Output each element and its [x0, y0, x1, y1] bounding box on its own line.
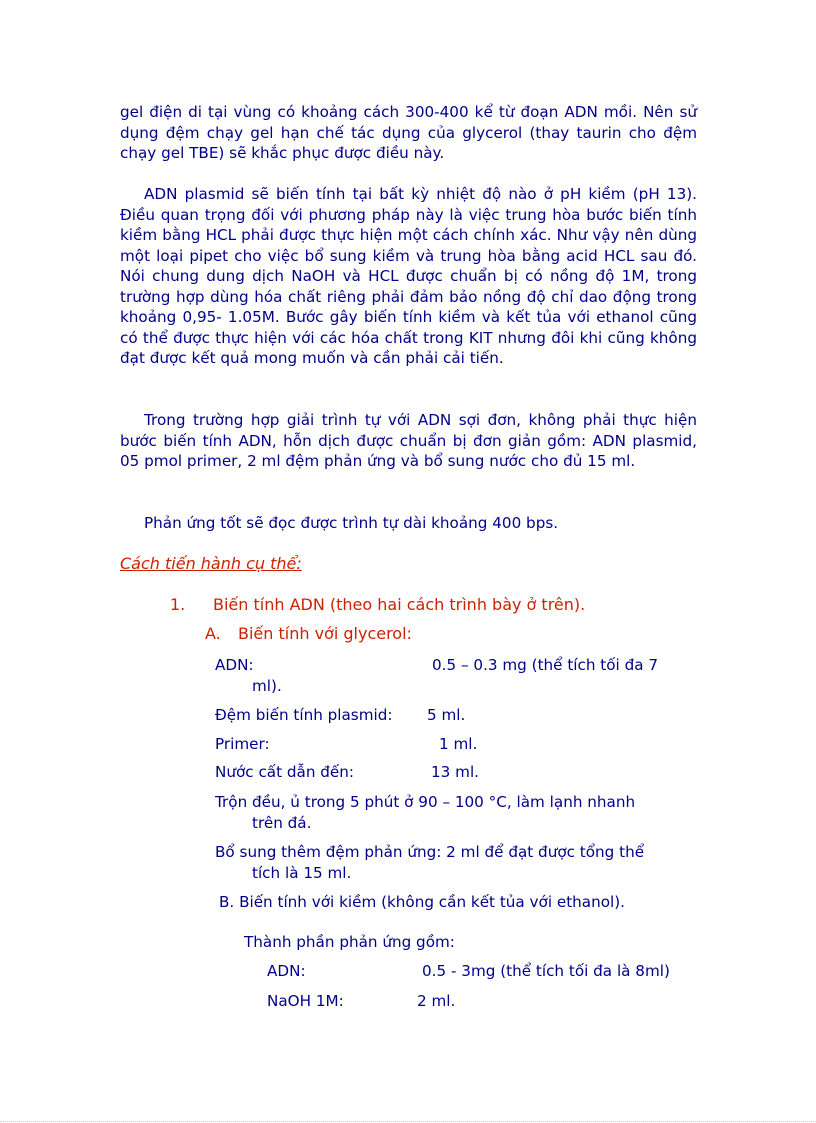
subB-adn-value: 0.5 - 3mg (thể tích tối đa là 8ml) — [422, 962, 670, 980]
subA-mix-line2: trên đá. — [252, 814, 312, 832]
subB-title: B. Biến tính với kiềm (không cần kết tủa với ethanol). — [219, 893, 625, 911]
subA-adn-value: 0.5 – 0.3 mg (thể tích tối đa 7 — [432, 656, 659, 674]
paragraph-single-strand: Trong trường hợp giải trình tự với ADN sợi đơn, không phải thực hiện bước biến tính ADN, hỗn dịch được chuẩn bị đơn giản gồm: ADN plasmid, 05 pmol primer, 2 ml đệm phản ứng và bổ sung nước cho đủ 15 ml. — [120, 411, 697, 470]
subA-add-line2: tích là 15 ml. — [252, 864, 352, 882]
section-heading: Cách tiến hành cụ thể: — [120, 554, 302, 573]
subA-buffer-value: 5 ml. — [427, 706, 466, 724]
subA-adn-label: ADN: — [215, 656, 254, 674]
paragraph-plasmid-denaturation: ADN plasmid sẽ biến tính tại bất kỳ nhiệt độ nào ở pH kiềm (pH 13). Điều quan trọng đối với phương pháp này là việc trung hòa bước biến tính kiềm bằng HCL phải được thực hiện một cách chính xác. Như vậy nên dùng một loại pipet cho việc bổ sung kiềm và trung hòa bằng acid HCL sau đó. Nói chung dung dịch NaOH và HCL được chuẩn bị có nồng độ 1M, trong trường hợp dùng hóa chất riêng phải đảm bảo nồng độ chỉ dao động trong khoảng 0,95- 1.05M. Bước gây biến tính kiềm và kết tủa với ethanol cũng có thể được thực hiện với các hóa chất trong KIT nhưng đôi khi cũng không đạt được kết quả mong muốn và cần phải cải tiến. — [120, 185, 697, 367]
page-bottom-divider — [0, 1121, 816, 1122]
subB-naoh-value: 2 ml. — [417, 992, 456, 1010]
subA-letter: A. — [205, 624, 221, 643]
subA-title: Biến tính với glycerol: — [238, 624, 412, 643]
subB-adn-label: ADN: — [267, 962, 306, 980]
subA-buffer-label: Đệm biến tính plasmid: — [215, 706, 393, 724]
subA-adn-value-cont: ml). — [252, 677, 282, 695]
paragraph-gel-electrophoresis: gel điện di tại vùng có khoảng cách 300-400 kể từ đoạn ADN mồi. Nên sử dụng đệm chạy gel hạn chế tác dụng của glycerol (thay taurin cho đệm chạy gel TBE) sẽ khắc phục được điều này. — [120, 103, 697, 162]
step1-title: Biến tính ADN (theo hai cách trình bày ở trên). — [213, 595, 586, 614]
subA-water-label: Nước cất dẫn đến: — [215, 763, 355, 781]
paragraph-result: Phản ứng tốt sẽ đọc được trình tự dài khoảng 400 bps. — [144, 514, 559, 532]
subA-add-line1: Bổ sung thêm đệm phản ứng: 2 ml để đạt được tổng thể — [215, 843, 645, 861]
subA-water-value: 13 ml. — [431, 763, 479, 781]
subB-naoh-label: NaOH 1M: — [267, 992, 344, 1010]
subB-components: Thành phần phản ứng gồm: — [244, 933, 455, 951]
subA-primer-label: Primer: — [215, 735, 270, 753]
subA-primer-value: 1 ml. — [439, 735, 478, 753]
subA-mix-line1: Trộn đều, ủ trong 5 phút ở 90 – 100 °C, làm lạnh nhanh — [215, 793, 636, 811]
step1-number: 1. — [170, 595, 186, 614]
